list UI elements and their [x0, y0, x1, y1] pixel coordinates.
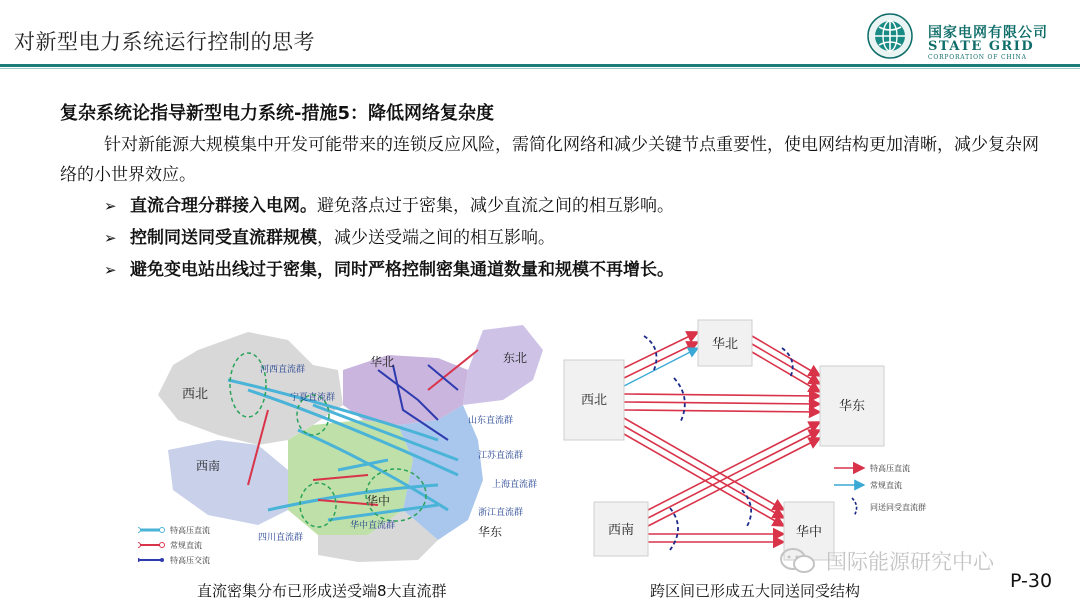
- bullet-text: 避免落点过于密集，减少直流之间的相互影响。: [317, 196, 674, 216]
- node-north: [698, 320, 752, 366]
- region-label-north: 华北: [370, 355, 395, 369]
- inter-region-diagram: [562, 318, 1002, 570]
- svg-text:西南: 西南: [607, 523, 635, 538]
- diagram-legend: [834, 463, 926, 516]
- bullet-bold-text: 直流合理分群接入电网。: [130, 196, 317, 216]
- group-label-hexi: 河西直流群: [260, 365, 306, 375]
- svg-text:华东: 华东: [838, 399, 866, 414]
- page-number: P-30: [1010, 570, 1053, 592]
- region-label-southwest: 西南: [196, 459, 221, 473]
- group-label-sichuan: 四川直流群: [258, 533, 304, 543]
- bullet-arrow-icon: ➢: [104, 197, 117, 215]
- group-label-zhejiang: 浙江直流群: [478, 508, 524, 518]
- map-caption: 直流密集分布已形成送受端8大直流群: [197, 582, 447, 600]
- intro-paragraph: 针对新能源大规模集中开发可能带来的连锁反应风险，需简化网络和减少关键节点重要性，使电网结构更加清晰，减少复杂网络的小世界效应。: [60, 135, 1039, 185]
- svg-text:西北: 西北: [580, 393, 608, 408]
- legend-uhvac: 特高压交流: [170, 556, 210, 565]
- svg-text:华北: 华北: [711, 337, 739, 352]
- wechat-icon: [778, 546, 818, 576]
- bullet-item: [60, 254, 1050, 286]
- watermark-text: 国际能源研究中心: [826, 550, 994, 574]
- region-northeast-shape: [463, 325, 543, 405]
- globe-icon: [866, 12, 914, 60]
- node-northwest: [564, 360, 624, 440]
- bullet-item: [60, 190, 1050, 222]
- region-label-east: 华东: [478, 525, 503, 539]
- logo-subtitle: CORPORATION OF CHINA: [928, 54, 1027, 61]
- node-southwest: [594, 502, 648, 556]
- group-label-ningxia: 宁夏直流群: [290, 393, 336, 403]
- legend-dc: 常规直流: [870, 481, 902, 490]
- legend-uhvdc: 特高压直流: [170, 526, 210, 535]
- bullet-bold-text: 控制同送同受直流群规模: [130, 228, 317, 248]
- region-southwest-shape: [168, 440, 288, 525]
- legend-uhvdc: 特高压直流: [870, 464, 910, 473]
- bullet-text: ，减少送受端之间的相互影响。: [317, 228, 555, 248]
- bullet-arrow-icon: ➢: [104, 229, 117, 247]
- legend-group: 同送同受直流群: [870, 503, 926, 512]
- bullet-arrow-icon: ➢: [104, 261, 117, 279]
- region-label-northeast: 东北: [503, 351, 528, 365]
- svg-text:华中: 华中: [795, 525, 823, 540]
- header-divider-thin: [0, 68, 1080, 69]
- region-label-central: 华中: [366, 494, 391, 508]
- region-label-northwest: 西北: [182, 387, 209, 402]
- legend-dc: 常规直流: [170, 541, 202, 550]
- node-east: [820, 366, 884, 446]
- map-legend: [138, 525, 210, 565]
- bullet-item: [60, 222, 1050, 254]
- logo-english-name: STATE GRID: [928, 39, 1035, 54]
- group-label-jiangsu: 江苏直流群: [478, 451, 524, 461]
- group-label-shandong: 山东直流群: [468, 416, 514, 426]
- slide-content: [60, 98, 1050, 286]
- group-label-central: 华中直流群: [350, 521, 396, 531]
- dc-cluster-map: [138, 310, 550, 572]
- section-heading: 复杂系统论指导新型电力系统-措施5：降低网络复杂度: [60, 103, 494, 124]
- group-label-shanghai: 上海直流群: [492, 480, 538, 490]
- bullet-bold-text: 避免变电站出线过于密集，同时严格控制密集通道数量和规模不再增长。: [130, 260, 674, 280]
- diagram-caption: 跨区间已形成五大同送同受结构: [650, 582, 861, 600]
- slide-header: [0, 0, 1080, 70]
- page-title: 对新型电力系统运行控制的思考: [14, 30, 315, 54]
- header-divider: [0, 64, 1080, 67]
- dc-arrows: [624, 348, 698, 386]
- state-grid-logo: [862, 6, 1072, 62]
- logo-chinese-name: 国家电网有限公司: [928, 25, 1048, 41]
